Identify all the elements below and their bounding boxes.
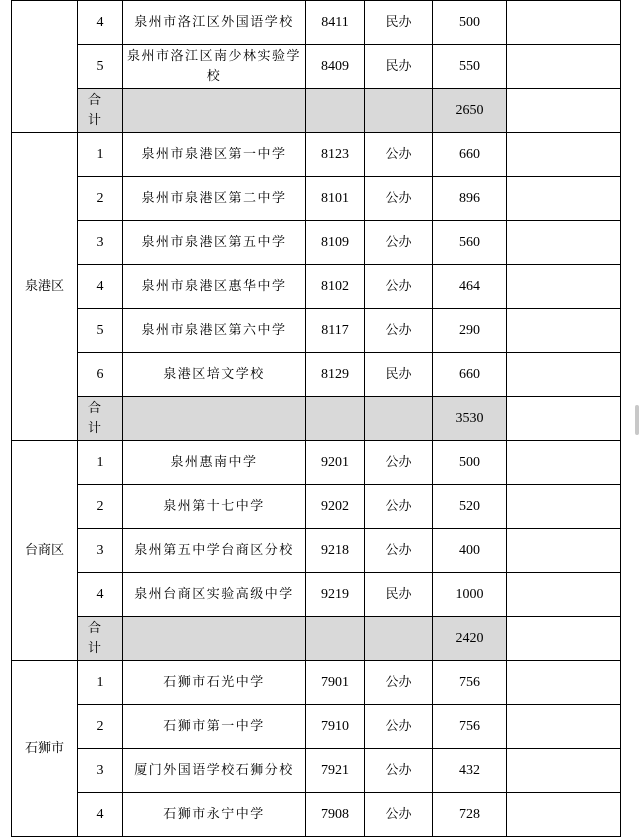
table-row xyxy=(12,221,621,265)
school-code: 8409 xyxy=(306,45,365,89)
total-empty-cell xyxy=(123,617,306,661)
enrollment-count: 756 xyxy=(433,661,507,705)
empty-cell xyxy=(507,749,621,793)
total-empty-cell xyxy=(365,617,433,661)
empty-cell xyxy=(507,89,621,133)
school-name: 泉州惠南中学 xyxy=(123,441,306,485)
total-label-text: 合 计 xyxy=(88,92,102,128)
row-number: 2 xyxy=(78,177,123,221)
school-name: 泉州市泉港区第二中学 xyxy=(123,177,306,221)
enrollment-table-container xyxy=(11,0,620,837)
school-name: 泉州市洛江区外国语学校 xyxy=(123,1,306,45)
school-code: 8102 xyxy=(306,265,365,309)
empty-cell xyxy=(507,1,621,45)
enrollment-count: 550 xyxy=(433,45,507,89)
school-type: 民办 xyxy=(365,573,433,617)
table-row xyxy=(12,309,621,353)
school-code: 8117 xyxy=(306,309,365,353)
school-code: 9218 xyxy=(306,529,365,573)
row-number: 5 xyxy=(78,45,123,89)
empty-cell xyxy=(507,265,621,309)
table-row xyxy=(12,177,621,221)
empty-cell xyxy=(507,177,621,221)
row-number: 5 xyxy=(78,309,123,353)
row-number: 2 xyxy=(78,485,123,529)
empty-cell xyxy=(507,221,621,265)
school-name: 泉州台商区实验高级中学 xyxy=(123,573,306,617)
enrollment-count: 660 xyxy=(433,133,507,177)
row-number: 3 xyxy=(78,749,123,793)
table-row xyxy=(12,485,621,529)
row-number: 1 xyxy=(78,661,123,705)
total-label xyxy=(78,89,123,133)
enrollment-count: 432 xyxy=(433,749,507,793)
empty-cell xyxy=(507,485,621,529)
row-number: 3 xyxy=(78,221,123,265)
enrollment-count: 464 xyxy=(433,265,507,309)
school-type: 民办 xyxy=(365,45,433,89)
enrollment-count: 520 xyxy=(433,485,507,529)
school-code: 8129 xyxy=(306,353,365,397)
school-type: 公办 xyxy=(365,133,433,177)
table-row xyxy=(12,353,621,397)
row-number: 1 xyxy=(78,133,123,177)
school-name: 石狮市永宁中学 xyxy=(123,793,306,837)
district-cell: 台商区 xyxy=(12,441,78,661)
school-type: 公办 xyxy=(365,265,433,309)
total-empty-cell xyxy=(365,89,433,133)
empty-cell xyxy=(507,793,621,837)
row-number: 2 xyxy=(78,705,123,749)
school-code: 9219 xyxy=(306,573,365,617)
table-row xyxy=(12,705,621,749)
school-code: 9202 xyxy=(306,485,365,529)
school-code: 8109 xyxy=(306,221,365,265)
school-name: 泉州第十七中学 xyxy=(123,485,306,529)
school-type: 公办 xyxy=(365,485,433,529)
school-type: 民办 xyxy=(365,353,433,397)
school-type: 公办 xyxy=(365,793,433,837)
empty-cell xyxy=(507,705,621,749)
enrollment-count: 500 xyxy=(433,1,507,45)
enrollment-count: 756 xyxy=(433,705,507,749)
total-empty-cell xyxy=(306,617,365,661)
school-code: 7908 xyxy=(306,793,365,837)
empty-cell xyxy=(507,617,621,661)
table-row xyxy=(12,793,621,837)
school-name: 泉州市泉港区第一中学 xyxy=(123,133,306,177)
enrollment-count: 290 xyxy=(433,309,507,353)
enrollment-count: 660 xyxy=(433,353,507,397)
total-label xyxy=(78,617,123,661)
enrollment-count: 1000 xyxy=(433,573,507,617)
school-name: 泉港区培文学校 xyxy=(123,353,306,397)
row-number: 4 xyxy=(78,793,123,837)
enrollment-count: 500 xyxy=(433,441,507,485)
total-count: 3530 xyxy=(433,397,507,441)
district-cell: 石狮市 xyxy=(12,661,78,837)
school-type: 公办 xyxy=(365,177,433,221)
total-row xyxy=(12,397,621,441)
row-number: 6 xyxy=(78,353,123,397)
row-number: 3 xyxy=(78,529,123,573)
enrollment-count: 400 xyxy=(433,529,507,573)
enrollment-table xyxy=(11,0,621,837)
school-type: 公办 xyxy=(365,529,433,573)
row-number: 4 xyxy=(78,1,123,45)
school-code: 7921 xyxy=(306,749,365,793)
school-name: 泉州市泉港区第五中学 xyxy=(123,221,306,265)
total-label-text: 合 计 xyxy=(88,400,102,436)
empty-cell xyxy=(507,661,621,705)
school-code: 8123 xyxy=(306,133,365,177)
school-name: 石狮市石光中学 xyxy=(123,661,306,705)
enrollment-count: 560 xyxy=(433,221,507,265)
total-empty-cell xyxy=(365,397,433,441)
school-type: 公办 xyxy=(365,441,433,485)
total-empty-cell xyxy=(306,397,365,441)
school-type: 公办 xyxy=(365,221,433,265)
school-code: 8411 xyxy=(306,1,365,45)
empty-cell xyxy=(507,353,621,397)
total-row xyxy=(12,617,621,661)
school-name: 石狮市第一中学 xyxy=(123,705,306,749)
total-label xyxy=(78,397,123,441)
school-type: 公办 xyxy=(365,749,433,793)
table-row xyxy=(12,749,621,793)
table-row xyxy=(12,1,621,45)
school-type: 公办 xyxy=(365,661,433,705)
school-type: 公办 xyxy=(365,705,433,749)
school-name: 泉州市泉港区惠华中学 xyxy=(123,265,306,309)
total-count: 2420 xyxy=(433,617,507,661)
school-name: 泉州第五中学台商区分校 xyxy=(123,529,306,573)
table-row xyxy=(12,133,621,177)
row-number: 1 xyxy=(78,441,123,485)
enrollment-count: 728 xyxy=(433,793,507,837)
total-empty-cell xyxy=(123,397,306,441)
school-name: 泉州市泉港区第六中学 xyxy=(123,309,306,353)
school-name: 厦门外国语学校石狮分校 xyxy=(123,749,306,793)
total-count: 2650 xyxy=(433,89,507,133)
empty-cell xyxy=(507,573,621,617)
total-empty-cell xyxy=(123,89,306,133)
school-code: 8101 xyxy=(306,177,365,221)
empty-cell xyxy=(507,441,621,485)
table-row xyxy=(12,265,621,309)
school-name: 泉州市洛江区南少林实验学校 xyxy=(123,45,306,89)
empty-cell xyxy=(507,133,621,177)
school-code: 7901 xyxy=(306,661,365,705)
row-number: 4 xyxy=(78,265,123,309)
total-empty-cell xyxy=(306,89,365,133)
school-type: 公办 xyxy=(365,309,433,353)
school-code: 9201 xyxy=(306,441,365,485)
enrollment-count: 896 xyxy=(433,177,507,221)
empty-cell xyxy=(507,45,621,89)
school-type: 民办 xyxy=(365,1,433,45)
empty-cell xyxy=(507,397,621,441)
total-label-text: 合 计 xyxy=(88,620,102,656)
table-row xyxy=(12,573,621,617)
table-row xyxy=(12,529,621,573)
empty-cell xyxy=(507,309,621,353)
table-row xyxy=(12,45,621,89)
total-row xyxy=(12,89,621,133)
scroll-indicator[interactable] xyxy=(635,405,639,435)
table-row xyxy=(12,661,621,705)
district-cell xyxy=(12,1,78,133)
empty-cell xyxy=(507,529,621,573)
row-number: 4 xyxy=(78,573,123,617)
district-cell: 泉港区 xyxy=(12,133,78,441)
table-row xyxy=(12,441,621,485)
school-code: 7910 xyxy=(306,705,365,749)
